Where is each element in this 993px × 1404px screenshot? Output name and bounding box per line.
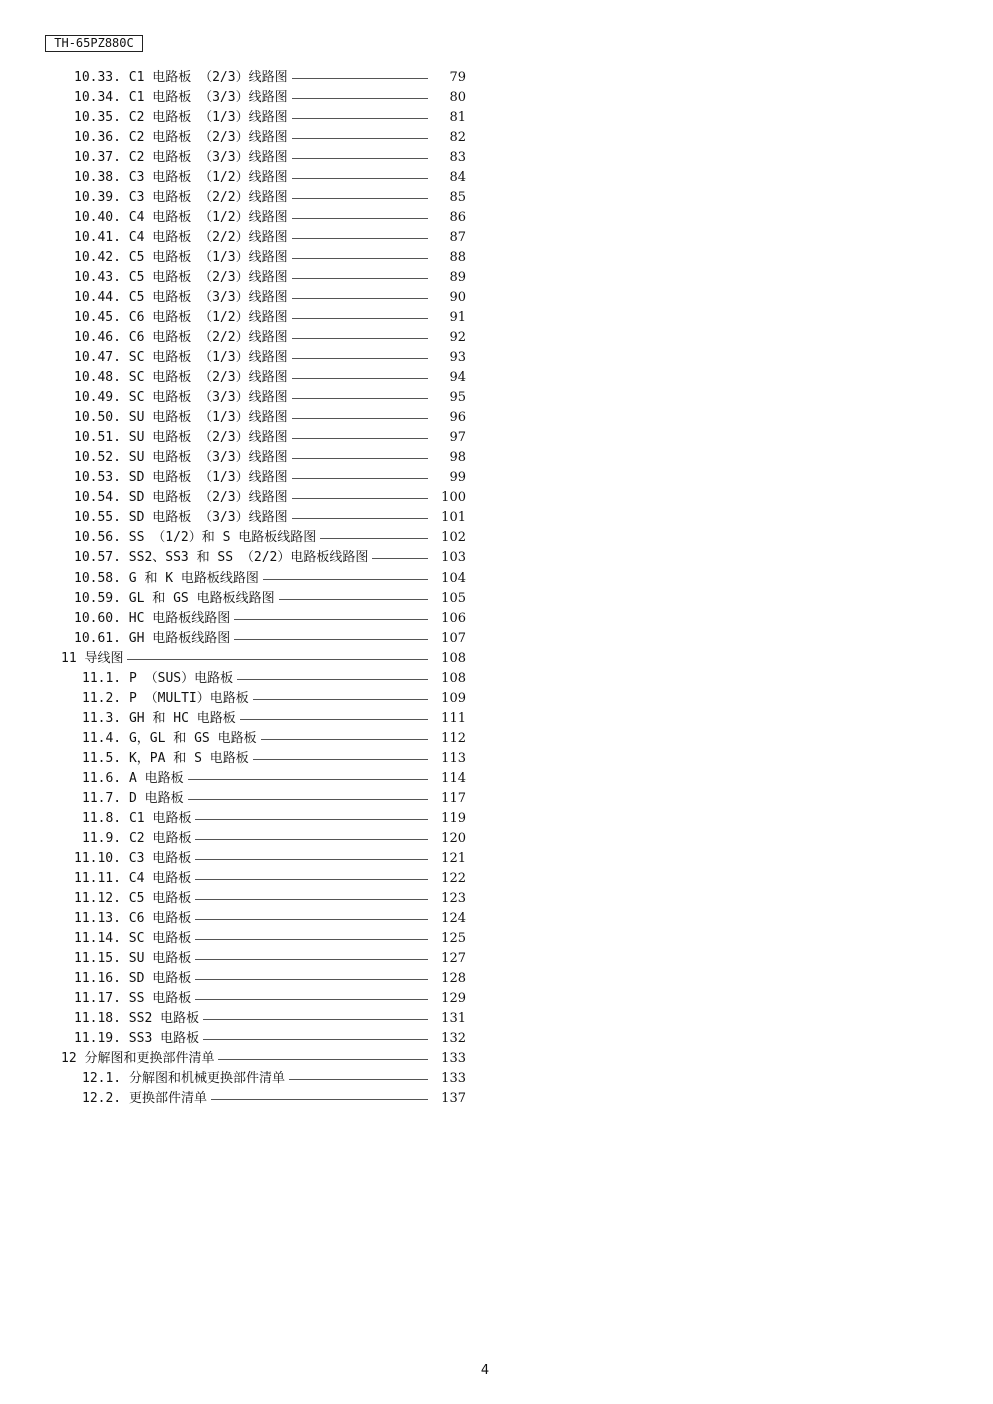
toc-entry[interactable] xyxy=(0,368,993,388)
toc-entry-page: 137 xyxy=(433,1089,466,1109)
dot-leader xyxy=(292,478,428,479)
toc-entry-title: 11.9. C2 电路板 xyxy=(82,829,193,849)
toc-entry-page: 82 xyxy=(433,128,466,148)
dot-leader xyxy=(240,719,428,720)
toc-entry[interactable] xyxy=(0,328,993,348)
toc-entry[interactable] xyxy=(0,188,993,208)
toc-entry-page: 94 xyxy=(433,368,466,388)
toc-entry-title: 10.53. SD 电路板 （1/3）线路图 xyxy=(74,468,290,488)
toc-entry-title: 11.1. P （SUS）电路板 xyxy=(82,669,235,689)
toc-entry[interactable] xyxy=(0,1049,993,1069)
toc-entry-page: 125 xyxy=(433,929,466,949)
toc-entry[interactable] xyxy=(0,809,993,829)
dot-leader xyxy=(292,138,428,139)
dot-leader xyxy=(292,298,428,299)
dot-leader xyxy=(195,859,428,860)
toc-entry[interactable] xyxy=(0,889,993,909)
toc-entry[interactable] xyxy=(0,749,993,769)
toc-entry-title: 11.8. C1 电路板 xyxy=(82,809,193,829)
dot-leader xyxy=(195,939,428,940)
toc-entry-page: 127 xyxy=(433,949,466,969)
toc-entry-page: 85 xyxy=(433,188,466,208)
toc-entry-page: 101 xyxy=(433,508,466,528)
page-number: 4 xyxy=(480,1363,490,1378)
toc-entry-title: 11.17. SS 电路板 xyxy=(74,989,193,1009)
toc-entry-title: 12 分解图和更换部件清单 xyxy=(61,1049,216,1069)
toc-entry-title: 11.7. D 电路板 xyxy=(82,789,186,809)
dot-leader xyxy=(292,218,428,219)
toc-entry-title: 10.33. C1 电路板 （2/3）线路图 xyxy=(74,68,290,88)
dot-leader xyxy=(279,599,428,600)
dot-leader xyxy=(195,919,428,920)
toc-entry-title: 11.18. SS2 电路板 xyxy=(74,1009,201,1029)
toc-entry-page: 91 xyxy=(433,308,466,328)
toc-entry-page: 87 xyxy=(433,228,466,248)
toc-entry-title: 11 导线图 xyxy=(61,649,125,669)
toc-entry-page: 83 xyxy=(433,148,466,168)
dot-leader xyxy=(195,959,428,960)
dot-leader xyxy=(292,198,428,199)
toc-entry-title: 10.38. C3 电路板 （1/2）线路图 xyxy=(74,168,290,188)
toc-entry[interactable] xyxy=(0,589,993,609)
dot-leader xyxy=(292,118,428,119)
toc-entry[interactable] xyxy=(0,488,993,508)
toc-entry[interactable] xyxy=(0,669,993,689)
toc-entry[interactable] xyxy=(0,909,993,929)
toc-entry[interactable] xyxy=(0,629,993,649)
toc-entry-title: 11.11. C4 电路板 xyxy=(74,869,193,889)
toc-entry-title: 10.43. C5 电路板 （2/3）线路图 xyxy=(74,268,290,288)
toc-entry[interactable] xyxy=(0,128,993,148)
dot-leader xyxy=(195,899,428,900)
toc-entry-page: 114 xyxy=(433,769,466,789)
toc-entry[interactable] xyxy=(0,969,993,989)
toc-entry-page: 119 xyxy=(433,809,466,829)
model-number-label: TH-65PZ880C xyxy=(45,35,143,52)
toc-entry-title: 10.46. C6 电路板 （2/2）线路图 xyxy=(74,328,290,348)
toc-entry-title: 10.34. C1 电路板 （3/3）线路图 xyxy=(74,88,290,108)
dot-leader xyxy=(289,1079,428,1080)
toc-entry-page: 133 xyxy=(433,1069,466,1089)
toc-entry-page: 131 xyxy=(433,1009,466,1029)
toc-entry-title: 10.51. SU 电路板 （2/3）线路图 xyxy=(74,428,290,448)
toc-entry-title: 10.41. C4 电路板 （2/2）线路图 xyxy=(74,228,290,248)
dot-leader xyxy=(292,318,428,319)
toc-entry-title: 11.13. C6 电路板 xyxy=(74,909,193,929)
toc-entry-page: 100 xyxy=(433,488,466,508)
toc-entry-page: 81 xyxy=(433,108,466,128)
toc-entry[interactable] xyxy=(0,649,993,669)
toc-entry[interactable] xyxy=(0,108,993,128)
dot-leader xyxy=(292,358,428,359)
toc-entry[interactable] xyxy=(0,508,993,528)
toc-entry[interactable] xyxy=(0,989,993,1009)
toc-entry-title: 10.36. C2 电路板 （2/3）线路图 xyxy=(74,128,290,148)
dot-leader xyxy=(127,659,428,660)
toc-entry-page: 88 xyxy=(433,248,466,268)
toc-entry[interactable] xyxy=(0,689,993,709)
dot-leader xyxy=(292,78,428,79)
toc-entry-page: 109 xyxy=(433,689,466,709)
toc-entry[interactable] xyxy=(0,448,993,468)
dot-leader xyxy=(234,619,428,620)
dot-leader xyxy=(292,338,428,339)
toc-entry-title: 11.5. K，PA 和 S 电路板 xyxy=(82,749,251,769)
dot-leader xyxy=(292,178,428,179)
dot-leader xyxy=(292,158,428,159)
toc-entry-title: 12.1. 分解图和机械更换部件清单 xyxy=(82,1069,287,1089)
dot-leader xyxy=(195,819,428,820)
dot-leader xyxy=(292,238,428,239)
toc-entry-page: 123 xyxy=(433,889,466,909)
dot-leader xyxy=(292,498,428,499)
toc-entry-page: 132 xyxy=(433,1029,466,1049)
toc-entry-page: 102 xyxy=(433,528,466,548)
toc-entry[interactable] xyxy=(0,869,993,889)
toc-entry-page: 112 xyxy=(433,729,466,749)
toc-entry-title: 10.42. C5 电路板 （1/3）线路图 xyxy=(74,248,290,268)
toc-entry-title: 11.2. P （MULTI）电路板 xyxy=(82,689,251,709)
dot-leader xyxy=(211,1099,428,1100)
toc-entry[interactable] xyxy=(0,769,993,789)
toc-entry[interactable] xyxy=(0,789,993,809)
toc-entry[interactable] xyxy=(0,569,993,589)
toc-entry-title: 10.61. GH 电路板线路图 xyxy=(74,629,232,649)
toc-entry[interactable] xyxy=(0,88,993,108)
toc-entry-title: 11.15. SU 电路板 xyxy=(74,949,193,969)
toc-entry[interactable] xyxy=(0,949,993,969)
dot-leader xyxy=(292,398,428,399)
toc-entry-page: 98 xyxy=(433,448,466,468)
toc-entry[interactable] xyxy=(0,528,993,548)
toc-entry-page: 106 xyxy=(433,609,466,629)
toc-entry-title: 10.49. SC 电路板 （3/3）线路图 xyxy=(74,388,290,408)
toc-entry[interactable] xyxy=(0,248,993,268)
dot-leader xyxy=(195,999,428,1000)
toc-entry[interactable] xyxy=(0,929,993,949)
toc-entry-title: 12.2. 更换部件清单 xyxy=(82,1089,209,1109)
toc-entry-title: 10.56. SS （1/2）和 S 电路板线路图 xyxy=(74,528,318,548)
toc-entry[interactable] xyxy=(0,148,993,168)
toc-entry-title: 11.14. SC 电路板 xyxy=(74,929,193,949)
toc-entry-page: 105 xyxy=(433,589,466,609)
dot-leader xyxy=(292,438,428,439)
toc-entry[interactable] xyxy=(0,308,993,328)
dot-leader xyxy=(234,639,428,640)
dot-leader xyxy=(188,779,428,780)
toc-entry-page: 124 xyxy=(433,909,466,929)
toc-entry-page: 120 xyxy=(433,829,466,849)
toc-entry-page: 128 xyxy=(433,969,466,989)
toc-entry-page: 129 xyxy=(433,989,466,1009)
dot-leader xyxy=(218,1059,428,1060)
toc-entry-page: 95 xyxy=(433,388,466,408)
toc-entry-title: 10.59. GL 和 GS 电路板线路图 xyxy=(74,589,277,609)
toc-entry-page: 121 xyxy=(433,849,466,869)
toc-entry-title: 11.6. A 电路板 xyxy=(82,769,186,789)
toc-entry-title: 11.19. SS3 电路板 xyxy=(74,1029,201,1049)
toc-entry-title: 10.40. C4 电路板 （1/2）线路图 xyxy=(74,208,290,228)
toc-entry[interactable] xyxy=(0,208,993,228)
toc-entry[interactable] xyxy=(0,408,993,428)
toc-entry-title: 10.48. SC 电路板 （2/3）线路图 xyxy=(74,368,290,388)
toc-entry-title: 11.4. G，GL 和 GS 电路板 xyxy=(82,729,259,749)
toc-entry-title: 10.54. SD 电路板 （2/3）线路图 xyxy=(74,488,290,508)
dot-leader xyxy=(203,1019,428,1020)
toc-entry-title: 11.12. C5 电路板 xyxy=(74,889,193,909)
toc-entry-page: 104 xyxy=(433,569,466,589)
toc-entry-page: 117 xyxy=(433,789,466,809)
toc-entry-page: 122 xyxy=(433,869,466,889)
toc-entry-page: 113 xyxy=(433,749,466,769)
toc-entry[interactable] xyxy=(0,1069,993,1089)
toc-entry[interactable] xyxy=(0,1009,993,1029)
toc-entry-page: 92 xyxy=(433,328,466,348)
dot-leader xyxy=(292,518,428,519)
toc-entry-title: 10.45. C6 电路板 （1/2）线路图 xyxy=(74,308,290,328)
toc-entry[interactable] xyxy=(0,709,993,729)
dot-leader xyxy=(263,579,428,580)
dot-leader xyxy=(253,759,428,760)
toc-entry-title: 10.50. SU 电路板 （1/3）线路图 xyxy=(74,408,290,428)
toc-entry-title: 10.55. SD 电路板 （3/3）线路图 xyxy=(74,508,290,528)
toc-entry-page: 79 xyxy=(433,68,466,88)
toc-entry[interactable] xyxy=(0,609,993,629)
dot-leader xyxy=(203,1039,428,1040)
toc-entry[interactable] xyxy=(0,849,993,869)
dot-leader xyxy=(292,258,428,259)
toc-entry-page: 108 xyxy=(433,669,466,689)
toc-entry-page: 107 xyxy=(433,629,466,649)
toc-entry-title: 10.60. HC 电路板线路图 xyxy=(74,609,232,629)
toc-entry-title: 10.58. G 和 K 电路板线路图 xyxy=(74,569,261,589)
dot-leader xyxy=(195,839,428,840)
toc-entry-title: 10.47. SC 电路板 （1/3）线路图 xyxy=(74,348,290,368)
dot-leader xyxy=(188,799,428,800)
toc-entry-page: 111 xyxy=(433,709,466,729)
toc-entry-title: 10.44. C5 电路板 （3/3）线路图 xyxy=(74,288,290,308)
toc-entry-page: 108 xyxy=(433,649,466,669)
toc-entry-title: 10.37. C2 电路板 （3/3）线路图 xyxy=(74,148,290,168)
toc-entry-page: 96 xyxy=(433,408,466,428)
toc-entry-title: 10.57. SS2、SS3 和 SS （2/2）电路板线路图 xyxy=(74,548,370,568)
toc-entry-title: 11.10. C3 电路板 xyxy=(74,849,193,869)
toc-entry-title: 10.52. SU 电路板 （3/3）线路图 xyxy=(74,448,290,468)
dot-leader xyxy=(292,278,428,279)
toc-entry[interactable] xyxy=(0,228,993,248)
toc-entry[interactable] xyxy=(0,1029,993,1049)
toc-entry-page: 86 xyxy=(433,208,466,228)
toc-entry-page: 93 xyxy=(433,348,466,368)
dot-leader xyxy=(253,699,428,700)
toc-entry-page: 99 xyxy=(433,468,466,488)
toc-entry-title: 10.35. C2 电路板 （1/3）线路图 xyxy=(74,108,290,128)
dot-leader xyxy=(237,679,428,680)
dot-leader xyxy=(195,979,428,980)
toc-entry[interactable] xyxy=(0,68,993,88)
toc-entry-page: 84 xyxy=(433,168,466,188)
toc-entry[interactable] xyxy=(0,268,993,288)
toc-entry[interactable] xyxy=(0,168,993,188)
dot-leader xyxy=(292,378,428,379)
toc-entry[interactable] xyxy=(0,348,993,368)
toc-entry-title: 10.39. C3 电路板 （2/2）线路图 xyxy=(74,188,290,208)
toc-entry-title: 11.3. GH 和 HC 电路板 xyxy=(82,709,238,729)
toc-entry-page: 89 xyxy=(433,268,466,288)
toc-entry[interactable] xyxy=(0,468,993,488)
dot-leader xyxy=(195,879,428,880)
toc-entry[interactable] xyxy=(0,388,993,408)
toc-entry[interactable] xyxy=(0,829,993,849)
toc-entry[interactable] xyxy=(0,729,993,749)
toc-entry[interactable] xyxy=(0,1089,993,1109)
toc-entry-page: 133 xyxy=(433,1049,466,1069)
toc-entry-page: 103 xyxy=(433,548,466,568)
toc-entry[interactable] xyxy=(0,548,993,568)
toc-entry-title: 11.16. SD 电路板 xyxy=(74,969,193,989)
toc-entry-page: 97 xyxy=(433,428,466,448)
dot-leader xyxy=(292,418,428,419)
dot-leader xyxy=(320,538,428,539)
dot-leader xyxy=(292,98,428,99)
toc-entry-page: 90 xyxy=(433,288,466,308)
dot-leader xyxy=(292,458,428,459)
toc-entry-page: 80 xyxy=(433,88,466,108)
dot-leader xyxy=(372,558,428,559)
dot-leader xyxy=(261,739,428,740)
toc-entry[interactable] xyxy=(0,288,993,308)
toc-entry[interactable] xyxy=(0,428,993,448)
